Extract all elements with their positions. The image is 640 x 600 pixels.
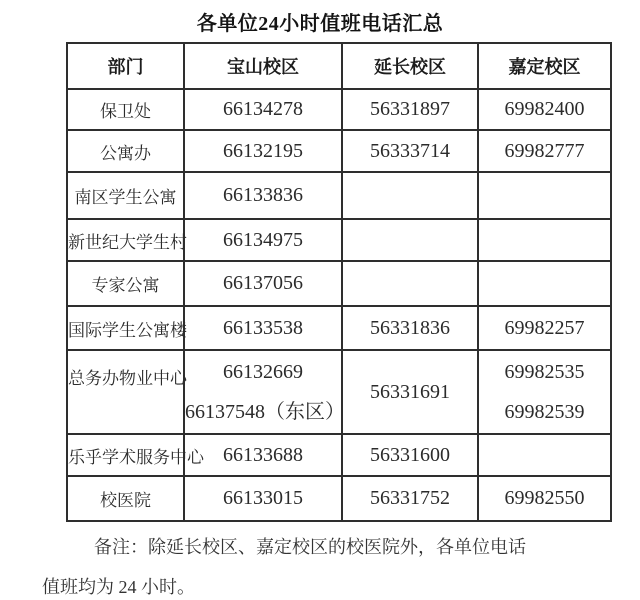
phone-cell [184, 89, 342, 130]
table-row-1 [67, 130, 611, 172]
phone-cell [478, 306, 611, 350]
phone-cell [342, 89, 478, 130]
phone-number: 69982539 [504, 401, 585, 423]
table-row-7 [67, 434, 611, 476]
dept-cell: 南区学生公寓 [67, 172, 184, 219]
footnote [42, 527, 600, 600]
phone-number: 66133688 [223, 443, 303, 466]
phone-cell [478, 476, 611, 521]
phone-number: 66137056 [223, 272, 303, 294]
phone-cell [184, 306, 342, 350]
phone-number: 69982257 [504, 316, 585, 339]
phone-cell [342, 476, 478, 521]
phone-cell [184, 434, 342, 476]
table-row-4 [67, 261, 611, 306]
footnote-line-2: 值班均为 24 小时。 [42, 577, 195, 597]
phone-cell [184, 350, 345, 434]
phone-cell [342, 261, 478, 306]
table-row-0 [67, 89, 611, 130]
dept-cell: 总务办物业中心 [67, 350, 184, 434]
phone-number: 69982535 [504, 361, 585, 383]
phone-number: 56331752 [370, 487, 450, 509]
phone-cell [478, 172, 611, 219]
header-row [67, 43, 611, 89]
phone-number: 56331897 [370, 98, 450, 120]
dept-cell: 乐乎学术服务中心 [67, 434, 184, 476]
phone-cell [184, 261, 342, 306]
phone-cell [478, 219, 611, 261]
phone-number: 56333714 [370, 139, 450, 162]
phone-cell [342, 219, 478, 261]
phone-number: 66134975 [223, 228, 303, 251]
phone-cell [478, 350, 611, 434]
phone-number: 69982550 [504, 487, 585, 509]
phone-table [66, 42, 612, 522]
phone-number: 66133836 [223, 184, 303, 206]
table-row-8 [67, 476, 611, 521]
phone-cell [478, 89, 611, 130]
dept-cell: 专家公寓 [67, 261, 184, 306]
phone-cell [184, 219, 342, 261]
phone-cell [342, 130, 478, 172]
phone-cell [184, 130, 342, 172]
phone-cell [342, 306, 478, 350]
phone-cell [184, 172, 342, 219]
page-title: 各单位24小时值班电话汇总 [196, 13, 444, 35]
phone-number: 69982777 [504, 139, 585, 162]
phone-number: 66133538 [223, 316, 303, 339]
phone-cell [342, 350, 478, 434]
column-header-1: 宝山校区 [184, 43, 342, 89]
phone-number: 56331600 [370, 443, 450, 466]
table-row-6 [67, 350, 611, 434]
table-row-3 [67, 219, 611, 261]
phone-number: 66137548（东区） [185, 401, 345, 423]
column-header-2: 延长校区 [342, 43, 478, 89]
table-body [67, 89, 611, 521]
phone-cell [478, 434, 611, 476]
phone-cell [478, 130, 611, 172]
phone-number: 66132195 [223, 139, 303, 162]
dept-cell: 国际学生公寓楼 [67, 306, 184, 350]
phone-number: 66133015 [223, 487, 303, 509]
phone-cell [478, 261, 611, 306]
phone-number: 66134278 [223, 98, 303, 120]
phone-number: 56331691 [370, 381, 450, 403]
column-header-0: 部门 [67, 43, 184, 89]
footnote-line-1: 备注：除延长校区、嘉定校区的校医院外，各单位电话 [94, 537, 526, 557]
dept-cell: 新世纪大学生村 [67, 219, 184, 261]
dept-cell: 保卫处 [67, 89, 184, 130]
table-row-5 [67, 306, 611, 350]
column-header-3: 嘉定校区 [478, 43, 611, 89]
table-row-2 [67, 172, 611, 219]
dept-cell: 校医院 [67, 476, 184, 521]
phone-cell [342, 434, 478, 476]
phone-cell [342, 172, 478, 219]
phone-number: 56331836 [370, 316, 450, 339]
dept-cell: 公寓办 [67, 130, 184, 172]
phone-cell [184, 476, 342, 521]
phone-number: 69982400 [504, 98, 585, 120]
phone-number: 66132669 [223, 361, 303, 383]
